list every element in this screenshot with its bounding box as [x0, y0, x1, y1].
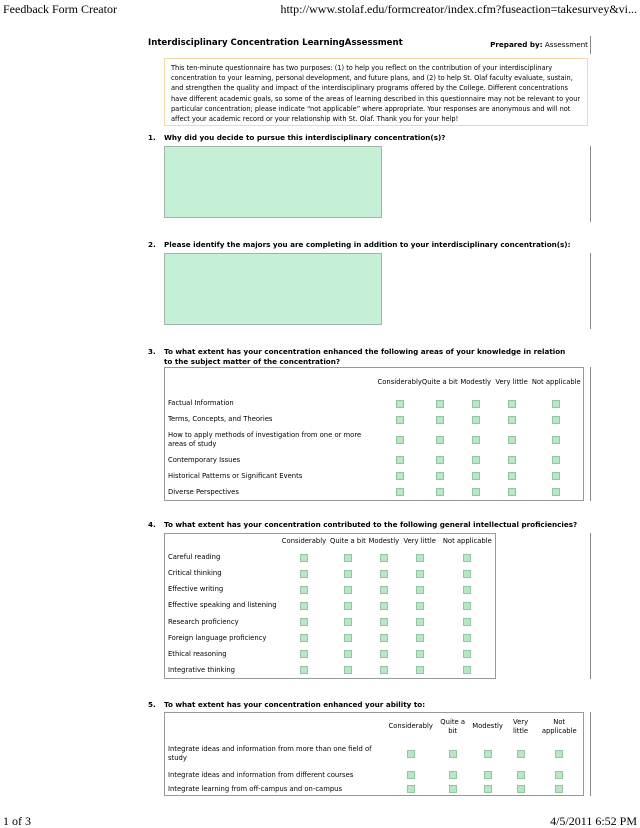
grid-corner [165, 713, 386, 741]
question-number: 2. [148, 240, 156, 249]
radio-cell [328, 630, 368, 646]
grid-row [165, 566, 496, 582]
question-2 [148, 240, 578, 250]
question-number: 1. [148, 133, 156, 142]
column-header: Quite a bit [330, 537, 366, 546]
row-label: Historical Patterns or Significant Events [168, 471, 303, 480]
rating-radio[interactable] [484, 785, 492, 793]
row-label: Critical thinking [168, 569, 222, 578]
radio-cell [536, 783, 584, 795]
rating-radio[interactable] [300, 618, 308, 626]
grid-row [165, 646, 496, 662]
section-divider [590, 146, 591, 222]
radio-cell [440, 630, 496, 646]
radio-cell [422, 452, 458, 468]
radio-cell [458, 484, 494, 500]
section-divider [590, 367, 591, 501]
rating-radio[interactable] [463, 650, 471, 658]
radio-cell [440, 646, 496, 662]
row-label: Integrate ideas and information from more than one field of study [168, 744, 372, 762]
column-header: Modestly [460, 378, 492, 387]
q4-rating-grid [164, 533, 496, 679]
column-header: Modestly [368, 537, 400, 546]
radio-cell [422, 396, 458, 412]
radio-cell [506, 783, 536, 795]
question-4 [148, 520, 578, 530]
rating-radio[interactable] [300, 650, 308, 658]
rating-radio[interactable] [416, 618, 424, 626]
row-label: Integrative thinking [168, 665, 235, 674]
radio-cell [368, 598, 400, 614]
rating-radio[interactable] [300, 666, 308, 674]
grid-row [165, 741, 584, 767]
grid-row [165, 484, 584, 500]
radio-cell [436, 741, 470, 767]
radio-cell [422, 412, 458, 428]
radio-cell [368, 614, 400, 630]
radio-cell [422, 468, 458, 484]
row-label: Contemporary Issues [168, 455, 241, 464]
print-header-url: http://www.stolaf.edu/formcreator/index.cfm?fuseaction=takesurvey&vi... [280, 2, 637, 16]
row-label: How to apply methods of investigation from one or more areas of study [168, 431, 362, 448]
radio-cell [494, 468, 530, 484]
rating-radio[interactable] [517, 771, 525, 779]
question-number: 3. [148, 347, 156, 356]
question-text: To what extent has your concentration enhanced the following areas of your knowledge in relation to the subject matter of the concentration? [164, 347, 566, 366]
print-footer-page: 1 of 3 [3, 814, 31, 828]
radio-cell [440, 566, 496, 582]
rating-radio[interactable] [472, 436, 480, 444]
radio-cell [280, 550, 328, 566]
prepared-by [490, 40, 588, 49]
radio-cell [378, 396, 422, 412]
q3-rating-grid [164, 367, 584, 501]
prepared-label: Prepared by: [490, 40, 543, 49]
radio-cell [328, 598, 368, 614]
rating-radio[interactable] [416, 650, 424, 658]
rating-radio[interactable] [436, 436, 444, 444]
radio-cell [378, 412, 422, 428]
question-1 [148, 133, 578, 143]
column-header: Very little [495, 378, 528, 387]
rating-radio[interactable] [552, 436, 560, 444]
rating-radio[interactable] [555, 785, 563, 793]
rating-radio[interactable] [300, 634, 308, 642]
rating-radio[interactable] [517, 785, 525, 793]
radio-cell [280, 630, 328, 646]
radio-cell [368, 630, 400, 646]
grid-row [165, 412, 584, 428]
rating-radio[interactable] [472, 456, 480, 464]
radio-cell [470, 783, 506, 795]
radio-cell [530, 412, 584, 428]
radio-cell [494, 396, 530, 412]
row-label: Factual Information [168, 399, 234, 408]
radio-cell [280, 646, 328, 662]
radio-cell [440, 598, 496, 614]
rating-radio[interactable] [517, 750, 525, 758]
rating-radio[interactable] [407, 785, 415, 793]
radio-cell [470, 741, 506, 767]
rating-radio[interactable] [484, 771, 492, 779]
rating-radio[interactable] [508, 488, 516, 496]
rating-radio[interactable] [396, 488, 404, 496]
rating-radio[interactable] [463, 618, 471, 626]
rating-radio[interactable] [463, 554, 471, 562]
grid-row [165, 582, 496, 598]
row-label: Research proficiency [168, 617, 239, 626]
rating-radio[interactable] [416, 586, 424, 594]
grid-row [165, 468, 584, 484]
print-footer-date: 4/5/2011 6:52 PM [550, 814, 637, 828]
radio-cell [378, 484, 422, 500]
radio-cell [378, 452, 422, 468]
rating-radio[interactable] [508, 472, 516, 480]
rating-radio[interactable] [472, 400, 480, 408]
radio-cell [530, 484, 584, 500]
rating-radio[interactable] [436, 400, 444, 408]
rating-radio[interactable] [436, 488, 444, 496]
radio-cell [280, 582, 328, 598]
grid-row [165, 614, 496, 630]
radio-cell [400, 662, 440, 678]
rating-radio[interactable] [396, 400, 404, 408]
question-text: Please identify the majors you are completing in addition to your interdisciplinary concentration(s): [164, 240, 571, 249]
section-divider [590, 712, 591, 796]
rating-radio[interactable] [380, 634, 388, 642]
column-header: Considerably [377, 378, 422, 387]
rating-radio[interactable] [416, 570, 424, 578]
grid-row [165, 550, 496, 566]
rating-radio[interactable] [380, 666, 388, 674]
radio-cell [368, 646, 400, 662]
rating-radio[interactable] [552, 472, 560, 480]
grid-corner [165, 534, 280, 550]
rating-radio[interactable] [344, 554, 352, 562]
grid-corner [165, 368, 378, 396]
rating-radio[interactable] [407, 750, 415, 758]
section-divider [590, 253, 591, 329]
rating-radio[interactable] [463, 586, 471, 594]
radio-cell [530, 468, 584, 484]
rating-radio[interactable] [472, 416, 480, 424]
radio-cell [506, 741, 536, 767]
radio-cell [328, 582, 368, 598]
rating-radio[interactable] [463, 634, 471, 642]
rating-radio[interactable] [396, 472, 404, 480]
rating-radio[interactable] [380, 554, 388, 562]
radio-cell [440, 662, 496, 678]
rating-radio[interactable] [396, 416, 404, 424]
radio-cell [530, 396, 584, 412]
form-title: Interdisciplinary Concentration LearningAssessment [148, 38, 403, 48]
radio-cell [368, 550, 400, 566]
rating-radio[interactable] [380, 602, 388, 610]
rating-radio[interactable] [552, 488, 560, 496]
question-number: 4. [148, 520, 156, 529]
rating-radio[interactable] [300, 586, 308, 594]
row-label: Foreign language proficiency [168, 633, 267, 642]
radio-cell [386, 783, 436, 795]
column-header: Quite a bit [440, 717, 465, 735]
radio-cell [422, 484, 458, 500]
rating-radio[interactable] [416, 634, 424, 642]
rating-radio[interactable] [344, 650, 352, 658]
prepared-value: Assessment [544, 40, 588, 49]
rating-radio[interactable] [380, 618, 388, 626]
radio-cell [530, 428, 584, 452]
rating-radio[interactable] [552, 456, 560, 464]
rating-radio[interactable] [552, 416, 560, 424]
question-text: To what extent has your concentration contributed to the following general intellectual proficiencies? [164, 520, 578, 529]
radio-cell [378, 468, 422, 484]
radio-cell [458, 452, 494, 468]
column-header: Not applicable [541, 717, 577, 735]
rating-radio[interactable] [300, 554, 308, 562]
rating-radio[interactable] [449, 771, 457, 779]
rating-radio[interactable] [449, 750, 457, 758]
radio-cell [422, 428, 458, 452]
radio-cell [280, 614, 328, 630]
rating-radio[interactable] [344, 570, 352, 578]
question-text: To what extent has your concentration enhanced your ability to: [164, 700, 426, 709]
question-number: 5. [148, 700, 156, 709]
rating-radio[interactable] [508, 400, 516, 408]
rating-radio[interactable] [449, 785, 457, 793]
radio-cell [458, 412, 494, 428]
rating-radio[interactable] [555, 750, 563, 758]
rating-radio[interactable] [436, 456, 444, 464]
column-header: Very little [403, 537, 436, 546]
grid-row [165, 396, 584, 412]
row-label: Terms, Concepts, and Theories [168, 415, 273, 424]
intro-text: This ten-minute questionnaire has two purposes: (1) to help you reflect on the contribution of your interdisciplinary concentration to your learning, personal development, and future plans, and (2) to help St. Olaf faculty evaluate, sustain, and strengthen the quality and impact of the interdisciplinary programs offered by the College. Different concentrations have different academic goals, so some of the areas of learning described in this questionnaire may not be relevant to your particular concentration; please indicate “not applicable” where appropriate. Your responses are anonymous and will not affect your academic record or your relationship with St. Olaf. Thank you for your help! [164, 58, 588, 126]
radio-cell [536, 767, 584, 783]
rating-radio[interactable] [396, 456, 404, 464]
radio-cell [328, 646, 368, 662]
row-label: Careful reading [168, 553, 221, 562]
q5-rating-grid [164, 712, 584, 796]
row-label: Effective writing [168, 585, 224, 594]
radio-cell [458, 468, 494, 484]
radio-cell [386, 741, 436, 767]
radio-cell [530, 452, 584, 468]
rating-radio[interactable] [436, 472, 444, 480]
radio-cell [458, 428, 494, 452]
rating-radio[interactable] [472, 488, 480, 496]
rating-radio[interactable] [555, 771, 563, 779]
radio-cell [494, 412, 530, 428]
rating-radio[interactable] [344, 586, 352, 594]
grid-row [165, 767, 584, 783]
rating-radio[interactable] [344, 634, 352, 642]
rating-radio[interactable] [380, 570, 388, 578]
rating-radio[interactable] [484, 750, 492, 758]
rating-radio[interactable] [472, 472, 480, 480]
column-header: Modestly [472, 722, 503, 731]
radio-cell [400, 598, 440, 614]
grid-row [165, 598, 496, 614]
column-header: Considerably [388, 722, 433, 731]
row-label: Effective speaking and listening [168, 601, 277, 610]
rating-radio[interactable] [300, 570, 308, 578]
rating-radio[interactable] [380, 586, 388, 594]
q1-answer-textarea[interactable] [164, 146, 382, 218]
column-header: Not applicable [442, 537, 492, 546]
radio-cell [400, 630, 440, 646]
radio-cell [436, 767, 470, 783]
radio-cell [536, 741, 584, 767]
grid-row [165, 452, 584, 468]
rating-radio[interactable] [436, 416, 444, 424]
radio-cell [494, 428, 530, 452]
rating-radio[interactable] [463, 666, 471, 674]
rating-radio[interactable] [508, 416, 516, 424]
rating-radio[interactable] [508, 436, 516, 444]
radio-cell [400, 646, 440, 662]
radio-cell [440, 614, 496, 630]
radio-cell [328, 550, 368, 566]
radio-cell [506, 767, 536, 783]
radio-cell [280, 598, 328, 614]
radio-cell [386, 767, 436, 783]
radio-cell [368, 566, 400, 582]
grid-row [165, 662, 496, 678]
question-3 [148, 347, 578, 367]
rating-radio[interactable] [416, 554, 424, 562]
radio-cell [378, 428, 422, 452]
column-header: Quite a bit [421, 378, 458, 387]
radio-cell [494, 484, 530, 500]
radio-cell [400, 550, 440, 566]
radio-cell [440, 550, 496, 566]
title-divider [590, 36, 591, 54]
print-header-title: Feedback Form Creator [3, 2, 117, 16]
rating-radio[interactable] [463, 570, 471, 578]
row-label: Ethical reasoning [168, 649, 227, 658]
section-divider [590, 533, 591, 679]
radio-cell [494, 452, 530, 468]
radio-cell [400, 614, 440, 630]
row-label: Integrate ideas and information from different courses [168, 770, 354, 779]
row-label: Integrate learning from off-campus and on-campus [168, 784, 343, 793]
rating-radio[interactable] [416, 666, 424, 674]
rating-radio[interactable] [300, 602, 308, 610]
rating-radio[interactable] [416, 602, 424, 610]
grid-row [165, 783, 584, 795]
radio-cell [470, 767, 506, 783]
rating-radio[interactable] [344, 618, 352, 626]
rating-radio[interactable] [344, 602, 352, 610]
rating-radio[interactable] [552, 400, 560, 408]
radio-cell [280, 566, 328, 582]
radio-cell [368, 662, 400, 678]
rating-radio[interactable] [380, 650, 388, 658]
rating-radio[interactable] [407, 771, 415, 779]
rating-radio[interactable] [396, 436, 404, 444]
rating-radio[interactable] [508, 456, 516, 464]
radio-cell [328, 614, 368, 630]
column-header: Considerably [281, 537, 327, 546]
radio-cell [458, 396, 494, 412]
grid-row [165, 630, 496, 646]
radio-cell [328, 566, 368, 582]
radio-cell [400, 566, 440, 582]
radio-cell [280, 662, 328, 678]
question-5 [148, 700, 578, 710]
grid-row [165, 428, 584, 452]
q2-answer-textarea[interactable] [164, 253, 382, 325]
column-header: Very little [512, 717, 529, 735]
rating-radio[interactable] [463, 602, 471, 610]
radio-cell [440, 582, 496, 598]
rating-radio[interactable] [344, 666, 352, 674]
question-text: Why did you decide to pursue this interdisciplinary concentration(s)? [164, 133, 446, 142]
radio-cell [400, 582, 440, 598]
radio-cell [436, 783, 470, 795]
radio-cell [328, 662, 368, 678]
radio-cell [368, 582, 400, 598]
row-label: Diverse Perspectives [168, 487, 239, 496]
column-header: Not applicable [531, 378, 581, 387]
